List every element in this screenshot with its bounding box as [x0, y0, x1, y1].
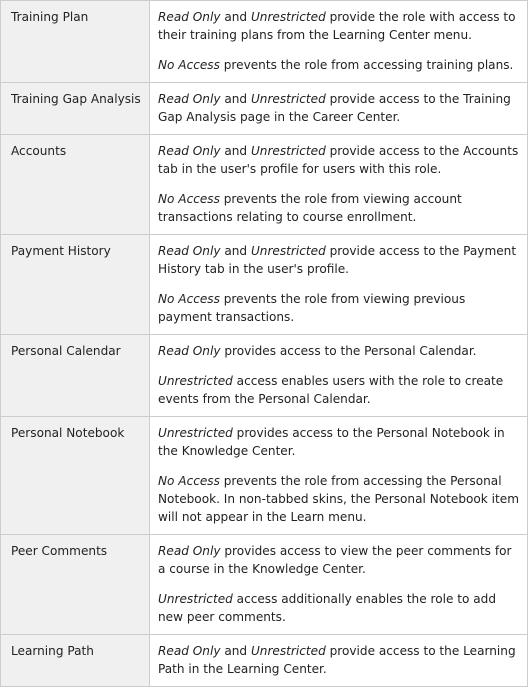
permission-description-cell — [150, 417, 528, 535]
access-level-term: Read Only — [158, 10, 221, 24]
access-level-term: No Access — [158, 58, 220, 72]
description-text: prevents the role from accessing the Personal Notebook. In non-tabbed skins, the Personal Notebook item will not appear in the Learn menu. — [158, 474, 519, 524]
access-level-term: No Access — [158, 192, 220, 206]
permission-name: Training Plan — [11, 10, 89, 24]
description-text: provide access to the Learning Path in the Learning Center. — [158, 644, 516, 676]
access-level-term: Unrestricted — [250, 10, 326, 24]
access-level-term: Unrestricted — [250, 144, 326, 158]
permission-name-cell — [1, 635, 150, 687]
description-text: access additionally enables the role to add new peer comments. — [158, 592, 497, 624]
description-paragraph — [158, 56, 521, 74]
permission-name-cell — [1, 235, 150, 335]
table-row — [1, 535, 528, 635]
description-text: provides access to view the peer comments for a course in the Knowledge Center. — [158, 544, 512, 576]
permission-name-cell — [1, 83, 150, 135]
permission-name: Learning Path — [11, 644, 94, 658]
access-level-term: Unrestricted — [158, 374, 233, 388]
access-level-term: Read Only — [158, 92, 221, 106]
description-text: prevents the role from viewing account transactions relating to course enrollment. — [158, 192, 462, 224]
access-level-term: Read Only — [158, 144, 221, 158]
permission-name: Accounts — [11, 144, 67, 158]
description-text: provide access to the Training Gap Analysis page in the Career Center. — [158, 92, 511, 124]
permission-description-cell — [150, 235, 528, 335]
permissions-table-body — [1, 1, 528, 687]
table-row — [1, 417, 528, 535]
description-text: and — [220, 244, 251, 258]
table-row — [1, 135, 528, 235]
permission-name: Personal Notebook — [11, 426, 125, 440]
access-level-term: Read Only — [158, 244, 221, 258]
access-level-term: Unrestricted — [158, 592, 233, 606]
description-text: provides access to the Personal Notebook in the Knowledge Center. — [158, 426, 505, 458]
permission-name-cell — [1, 1, 150, 83]
permission-description-cell — [150, 535, 528, 635]
description-text: prevents the role from viewing previous payment transactions. — [158, 292, 466, 324]
description-paragraph — [158, 242, 521, 278]
access-level-term: Read Only — [158, 544, 221, 558]
description-text: prevents the role from accessing training plans. — [219, 58, 514, 72]
permission-name-cell — [1, 135, 150, 235]
permission-name: Training Gap Analysis — [11, 92, 141, 106]
permission-description-cell — [150, 1, 528, 83]
permission-name: Peer Comments — [11, 544, 108, 558]
permission-name-cell — [1, 535, 150, 635]
access-level-term: Unrestricted — [158, 426, 233, 440]
description-text: access enables users with the role to create events from the Personal Calendar. — [158, 374, 504, 406]
description-paragraph — [158, 190, 521, 226]
description-paragraph — [158, 90, 521, 126]
description-text: provide the role with access to their training plans from the Learning Center menu. — [158, 10, 516, 42]
description-paragraph — [158, 8, 521, 44]
description-paragraph — [158, 472, 521, 526]
table-row — [1, 83, 528, 135]
description-text: provide access to the Accounts tab in the user's profile for users with this role. — [158, 144, 519, 176]
access-level-term: Read Only — [158, 644, 221, 658]
table-row — [1, 1, 528, 83]
table-row — [1, 235, 528, 335]
permission-description-cell — [150, 135, 528, 235]
access-level-term: No Access — [158, 292, 220, 306]
access-level-term: Read Only — [158, 344, 221, 358]
description-text: and — [220, 644, 251, 658]
permission-description-cell — [150, 83, 528, 135]
description-text: and — [220, 92, 251, 106]
description-text: and — [220, 10, 251, 24]
access-level-term: Unrestricted — [250, 644, 326, 658]
description-paragraph — [158, 142, 521, 178]
permission-name: Payment History — [11, 244, 111, 258]
permission-description-cell — [150, 335, 528, 417]
description-paragraph — [158, 642, 521, 678]
table-row — [1, 335, 528, 417]
table-row — [1, 635, 528, 687]
permission-description-cell — [150, 635, 528, 687]
description-paragraph — [158, 424, 521, 460]
permission-name-cell — [1, 417, 150, 535]
description-text: and — [220, 144, 251, 158]
access-level-term: Unrestricted — [250, 92, 326, 106]
description-text: provide access to the Payment History tab in the user's profile. — [158, 244, 517, 276]
description-text: provides access to the Personal Calendar. — [220, 344, 477, 358]
access-level-term: Unrestricted — [250, 244, 326, 258]
description-paragraph — [158, 342, 521, 360]
description-paragraph — [158, 290, 521, 326]
access-level-term: No Access — [158, 474, 220, 488]
permission-name: Personal Calendar — [11, 344, 121, 358]
description-paragraph — [158, 542, 521, 578]
permission-name-cell — [1, 335, 150, 417]
description-paragraph — [158, 590, 521, 626]
description-paragraph — [158, 372, 521, 408]
